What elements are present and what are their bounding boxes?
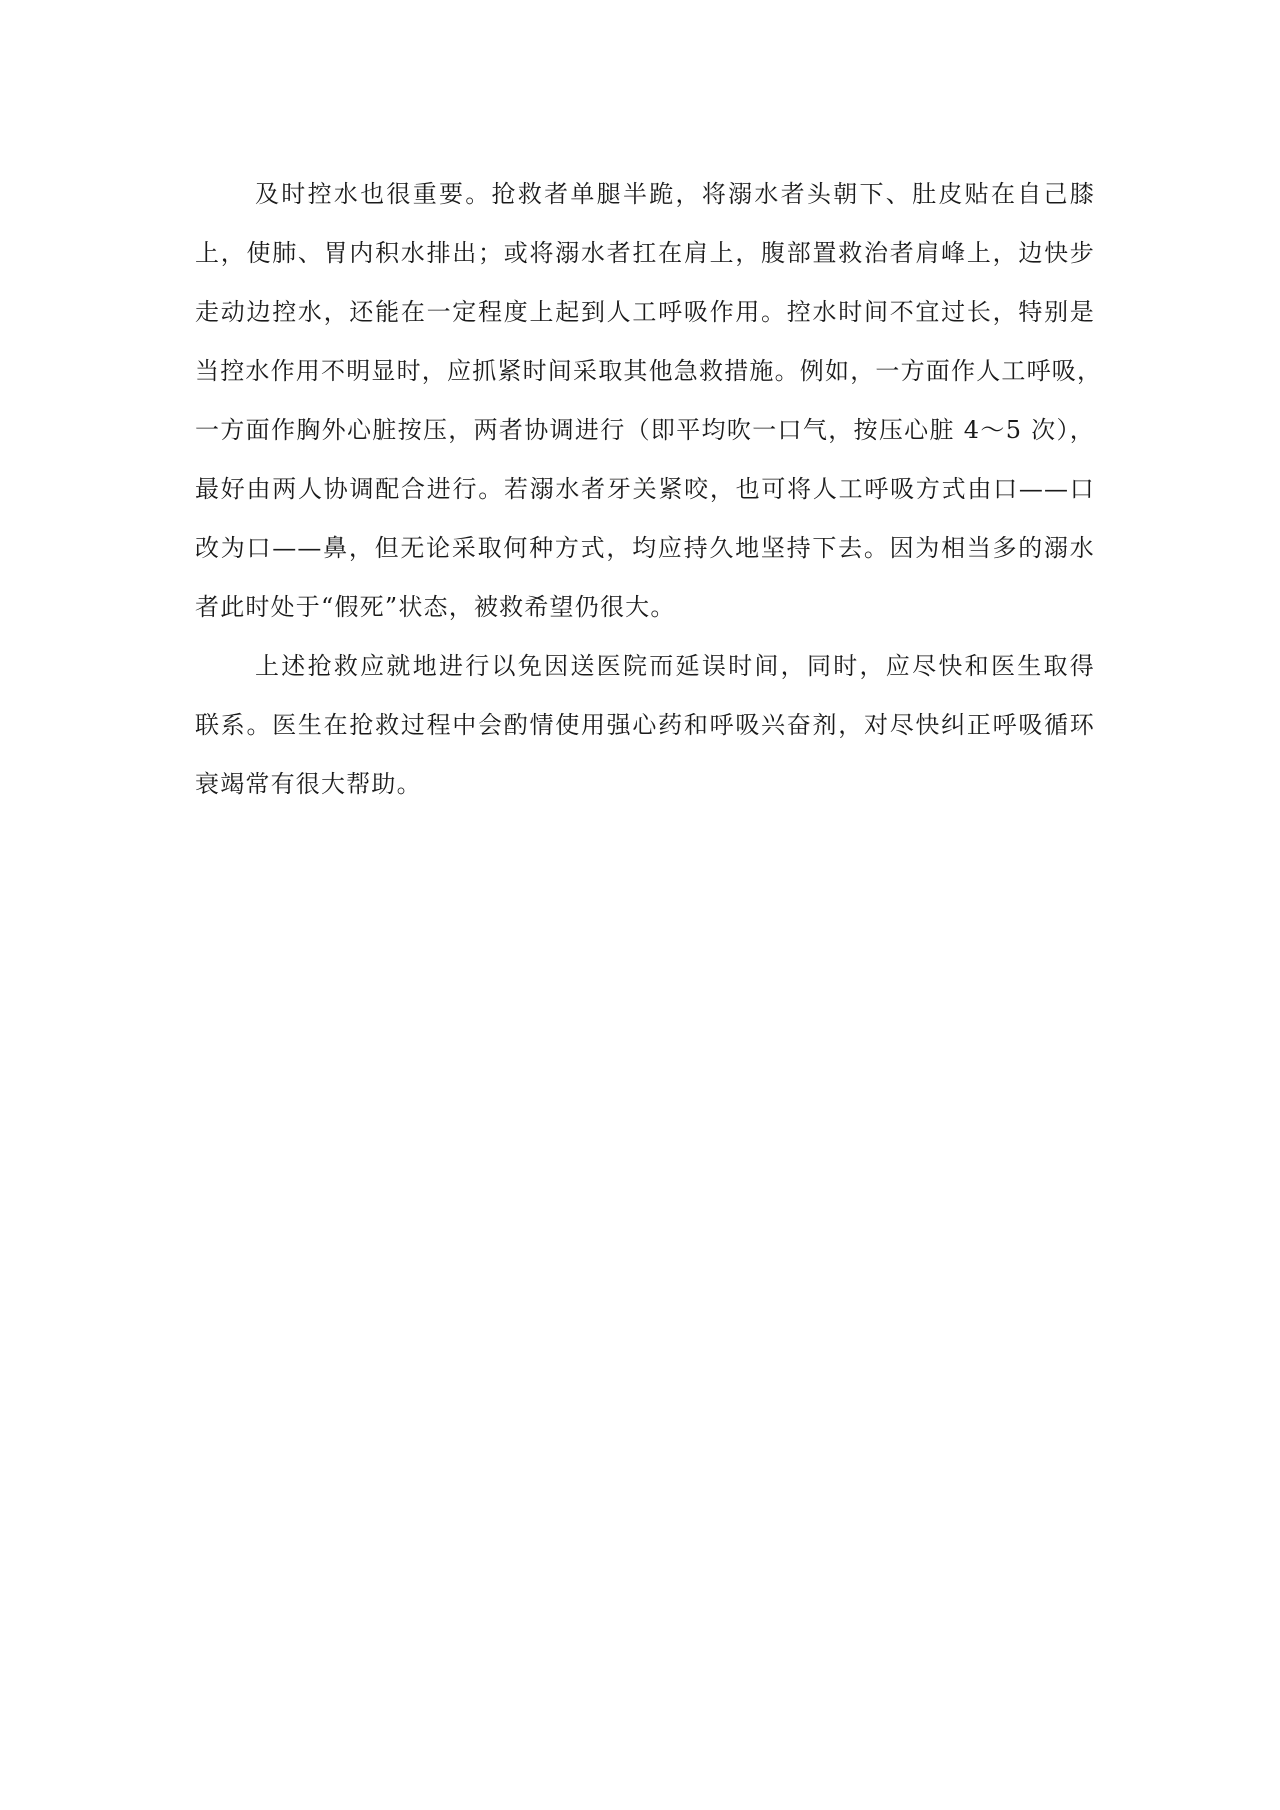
paragraph-line: 一方面作胸外心脏按压，两者协调进行（即平均吹一口气，按压心脏 4～5 次）， bbox=[195, 416, 1095, 444]
document-body bbox=[195, 165, 1103, 814]
paragraph-line: 上述抢救应就地进行以免因送医院而延误时间，同时，应尽快和医生取得 bbox=[255, 652, 1095, 680]
paragraph-1 bbox=[195, 165, 1103, 637]
paragraph-line: 当控水作用不明显时，应抓紧时间采取其他急救措施。例如，一方面作人工呼吸， bbox=[195, 357, 1103, 385]
paragraph-line: 及时控水也很重要。抢救者单腿半跪，将溺水者头朝下、肚皮贴在自己膝 bbox=[255, 180, 1095, 208]
paragraph-2 bbox=[195, 637, 1095, 814]
paragraph-line: 上，使肺、胃内积水排出；或将溺水者扛在肩上，腹部置救治者肩峰上，边快步 bbox=[195, 239, 1095, 267]
paragraph-line: 者此时处于“假死”状态，被救希望仍很大。 bbox=[195, 593, 676, 621]
paragraph-line: 改为口——鼻，但无论采取何种方式，均应持久地坚持下去。因为相当多的溺水 bbox=[195, 534, 1095, 562]
paragraph-line: 最好由两人协调配合进行。若溺水者牙关紧咬，也可将人工呼吸方式由口——口 bbox=[195, 475, 1095, 503]
paragraph-line: 走动边控水，还能在一定程度上起到人工呼吸作用。控水时间不宜过长，特别是 bbox=[195, 298, 1095, 326]
paragraph-line: 联系。医生在抢救过程中会酌情使用强心药和呼吸兴奋剂，对尽快纠正呼吸循环 bbox=[195, 711, 1095, 739]
paragraph-line: 衰竭常有很大帮助。 bbox=[195, 770, 422, 798]
